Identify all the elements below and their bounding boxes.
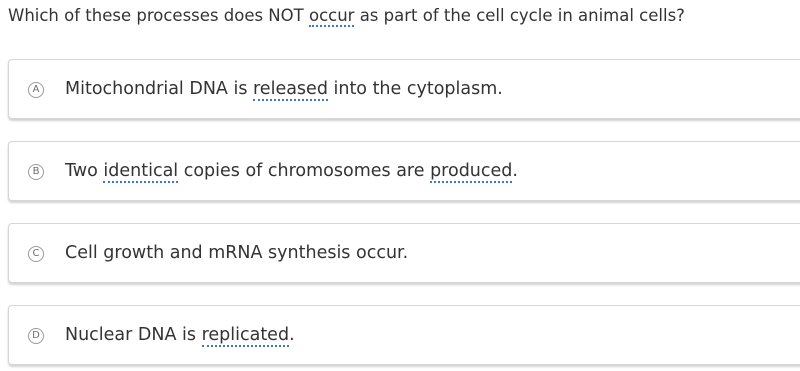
glossary-term-identical[interactable]: identical [103,161,179,181]
glossary-term-occur[interactable]: occur [308,6,355,25]
option-text-c [65,240,408,266]
option-text-segment: . [289,325,295,345]
answer-option-a[interactable] [8,59,800,119]
question-text-end: as part of the cell cycle in animal cells? [354,6,685,25]
option-letter-a-icon: A [28,82,44,98]
option-text-d [65,322,295,348]
option-text-a [65,76,503,102]
option-text-segment: . [512,161,518,181]
option-text-segment: Two [65,161,104,181]
answer-option-d[interactable] [8,305,800,365]
glossary-term-released[interactable]: released [253,79,328,99]
option-text-b [65,158,518,184]
option-letter-c-icon: C [28,246,44,262]
question-text-start: Which of these processes does NOT [8,6,309,25]
glossary-term-produced[interactable]: produced [430,161,513,181]
question-text [8,3,685,29]
option-text-segment: Cell growth and mRNA synthesis occur. [65,243,409,263]
answer-option-b[interactable] [8,141,800,201]
option-letter-b-icon: B [28,164,44,180]
option-letter-d-icon: D [28,328,44,344]
glossary-term-replicated[interactable]: replicated [201,325,290,345]
option-text-segment: into the cytoplasm. [327,79,503,99]
option-text-segment: Mitochondrial DNA is [65,79,253,99]
option-text-segment: copies of chromosomes are [178,161,431,181]
option-text-segment: Nuclear DNA is [65,325,202,345]
answer-option-c[interactable] [8,223,800,283]
